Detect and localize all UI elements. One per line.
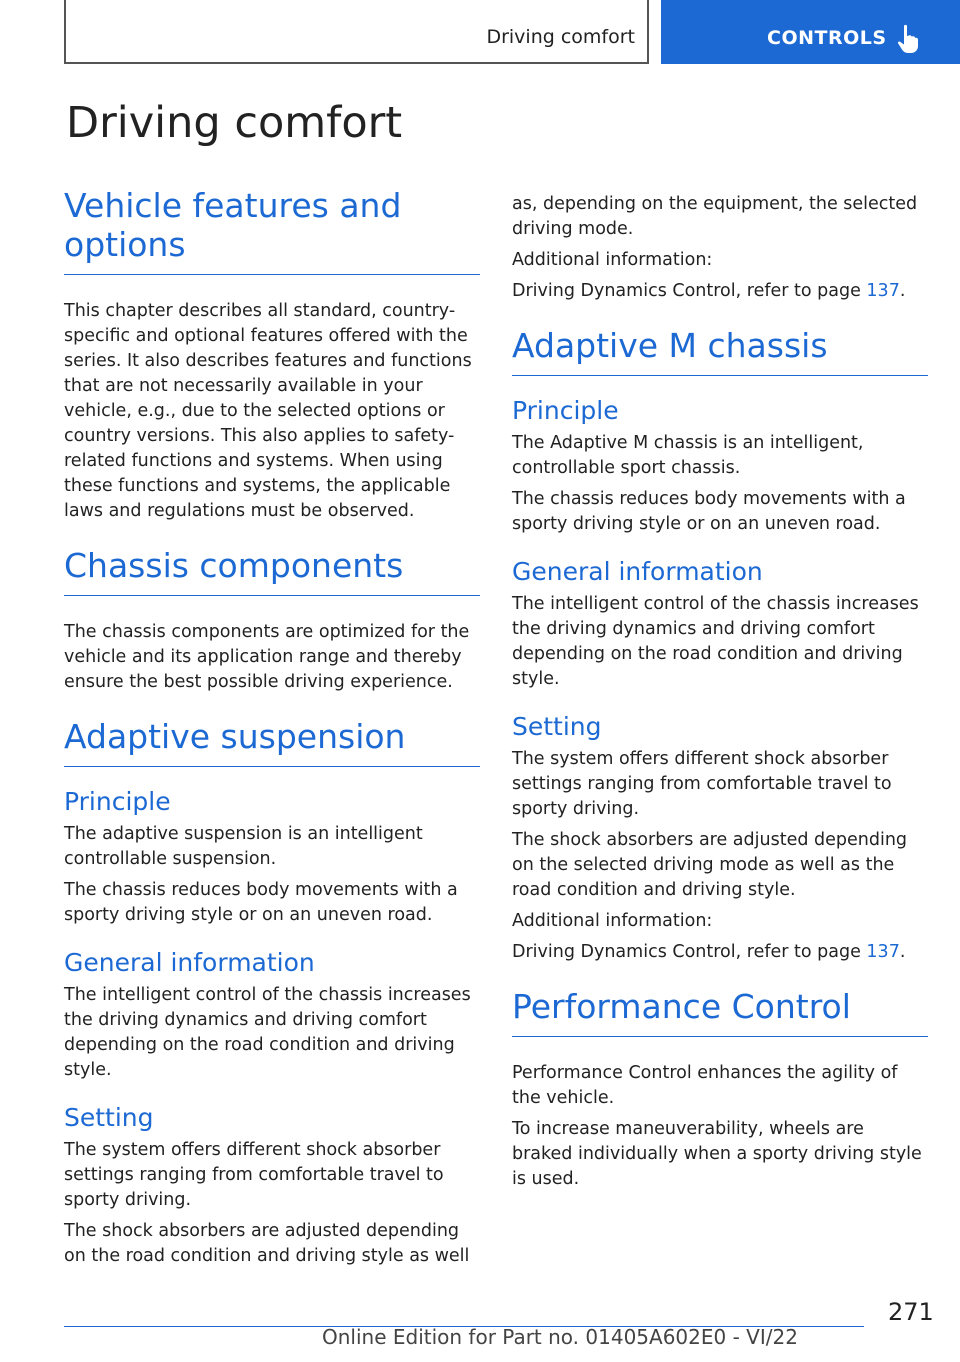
page-title: Driving comfort	[66, 98, 403, 148]
subheading-principle-m: Principle	[512, 396, 619, 425]
reference-text: Driving Dynamics Control, refer to page	[512, 281, 867, 301]
page-reference-link-m[interactable]: 137	[866, 942, 900, 962]
subheading-setting-m: Setting	[512, 712, 602, 741]
reference-text-m: Driving Dynamics Control, refer to page	[512, 942, 867, 962]
header-section-box	[64, 0, 649, 64]
heading-performance-control: Performance Control	[512, 987, 928, 1037]
header-chapter-tab[interactable]	[661, 0, 960, 64]
left-column	[64, 186, 480, 1275]
paragraph-performance-control-1: Performance Control enhances the agility of the vehicle.	[512, 1063, 898, 1108]
paragraph-chassis-components: The chassis components are optimized for the vehicle and its application range and thereby ensure the best possible driving experience.	[64, 622, 470, 692]
page-number: 271	[888, 1298, 934, 1326]
heading-adaptive-m-chassis: Adaptive M chassis	[512, 326, 928, 376]
paragraph-principle-m-1: The Adaptive M chassis is an intelligent, controllable sport chassis.	[512, 433, 864, 478]
paragraph-reference: Driving Dynamics Control, refer to page 137.	[512, 281, 906, 301]
paragraph-performance-control-2: To increase maneuverability, wheels are braked individually when a sporty driving style is used.	[512, 1119, 922, 1189]
paragraph-setting-m-1: The system offers different shock absorber settings ranging from comfortable travel to sporty driving.	[512, 749, 892, 819]
paragraph-principle-2: The chassis reduces body movements with a sporty driving style or on an uneven road.	[64, 880, 458, 925]
paragraph-principle-1: The adaptive suspension is an intelligent controllable suspension.	[64, 824, 423, 869]
paragraph-additional-info: Additional information:	[512, 250, 713, 270]
subheading-general-information: General information	[64, 948, 315, 977]
right-column	[512, 192, 928, 1198]
header-chapter-title: CONTROLS	[767, 27, 887, 49]
paragraph-reference-m: Driving Dynamics Control, refer to page 137.	[512, 942, 906, 962]
pointing-hand-icon	[897, 24, 919, 54]
paragraph-vehicle-features: This chapter describes all standard, country-specific and optional features offered with the series. It also describes features and functions that are not necessarily available in your vehicle, e.g., due to the selected options or country versions. This also applies to safety-related functions and systems. When using these functions and systems, the applicable laws and regulations must be observed.	[64, 301, 472, 521]
paragraph-continuation: as, depending on the equipment, the selected driving mode.	[512, 194, 918, 239]
paragraph-setting-m-3: Additional information:	[512, 911, 713, 931]
subheading-principle: Principle	[64, 787, 171, 816]
paragraph-general-information: The intelligent control of the chassis increases the driving dynamics and driving comfort depending on the road condition and driving style.	[64, 985, 471, 1080]
header-section-title: Driving comfort	[486, 26, 635, 48]
paragraph-setting-m-2: The shock absorbers are adjusted depending on the selected driving mode as well as the road condition and driving style.	[512, 830, 908, 900]
edition-watermark: Online Edition for Part no. 01405A602E0 - VI/22	[322, 1325, 798, 1349]
heading-vehicle-features: Vehicle features and options	[64, 186, 480, 275]
subheading-setting: Setting	[64, 1103, 154, 1132]
heading-adaptive-suspension: Adaptive suspension	[64, 717, 480, 767]
paragraph-setting-2: The shock absorbers are adjusted depending on the road condition and driving style as well	[64, 1221, 470, 1266]
subheading-general-information-m: General information	[512, 557, 763, 586]
heading-chassis-components: Chassis components	[64, 546, 480, 596]
paragraph-general-information-m: The intelligent control of the chassis increases the driving dynamics and driving comfort depending on the road condition and driving style.	[512, 594, 919, 689]
paragraph-setting-1: The system offers different shock absorber settings ranging from comfortable travel to sporty driving.	[64, 1140, 444, 1210]
page-reference-link[interactable]: 137	[866, 281, 900, 301]
paragraph-principle-m-2: The chassis reduces body movements with a sporty driving style or on an uneven road.	[512, 489, 906, 534]
